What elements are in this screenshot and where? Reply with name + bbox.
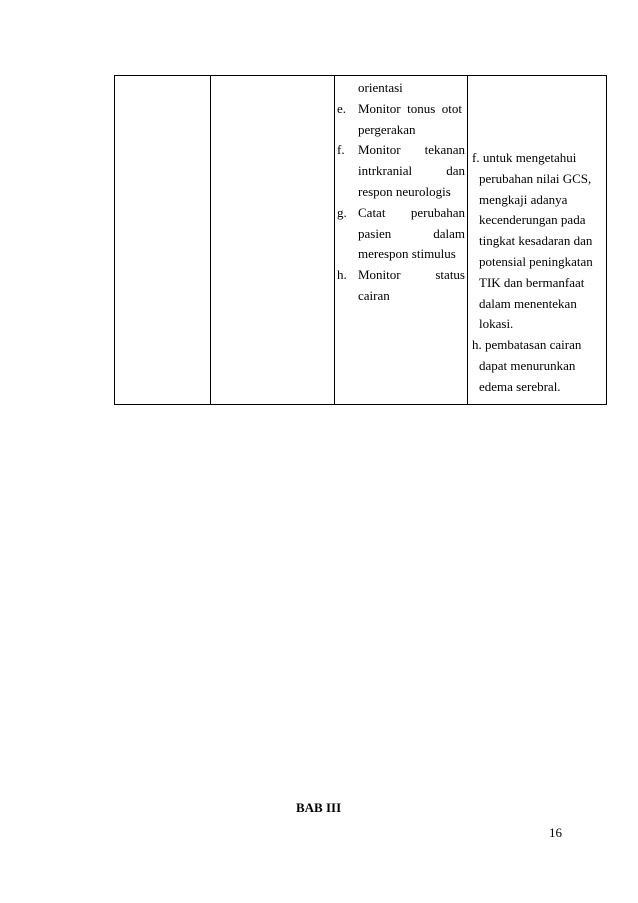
word: Catat [358, 204, 386, 220]
intervention-line [337, 286, 465, 307]
word: Monitor [358, 267, 401, 283]
intervention-text: orientasi [358, 80, 403, 95]
intervention-line [337, 120, 465, 141]
intervention-line [337, 203, 465, 224]
word: perubahan [410, 204, 465, 220]
list-marker: e. [337, 100, 347, 116]
intervention-text: merespon stimulus [358, 246, 456, 262]
word: dan [446, 163, 465, 179]
intervention-line [337, 265, 465, 286]
intervention-text [358, 265, 465, 286]
rationale-line: dapat menurunkan [479, 357, 576, 373]
rationale-line: h. pembatasan cairan [472, 337, 582, 353]
word: pasien [358, 225, 392, 241]
intervention-line [337, 224, 465, 245]
column-divider [210, 76, 211, 404]
column-divider [334, 76, 335, 404]
intervention-text [358, 140, 465, 161]
intervention-text: cairan [358, 287, 390, 303]
rationale-line: kecenderungan pada [479, 212, 586, 228]
list-marker: f. [337, 142, 345, 158]
word: status [435, 267, 465, 283]
nursing-plan-table [114, 75, 607, 405]
word: intrkranial [358, 163, 413, 179]
page-number: 16 [549, 825, 562, 840]
word: tekanan [424, 142, 465, 158]
rationale-line: f. untuk mengetahui [472, 150, 577, 165]
intervention-text: respon neurologis [358, 183, 451, 199]
rationale-line: edema serebral. [479, 378, 561, 394]
intervention-text [358, 224, 465, 245]
intervention-line [337, 161, 465, 182]
rationale-line: tingkat kesadaran dan [479, 233, 593, 249]
rationale-line: perubahan nilai GCS, [479, 170, 592, 186]
column-divider [467, 76, 468, 404]
word: dalam [433, 225, 465, 241]
list-marker: h. [337, 267, 347, 283]
rationale-line: mengkaji adanya [479, 191, 568, 207]
list-marker: g. [337, 204, 347, 220]
rationale-column [472, 148, 606, 398]
chapter-heading: BAB III [296, 800, 342, 815]
intervention-text: Monitor tonus otot [358, 100, 463, 116]
rationale-line: dalam menentekan [479, 295, 577, 311]
rationale-line: potensial peningkatan [479, 253, 593, 269]
intervention-text: pergerakan [358, 121, 416, 137]
intervention-line [337, 99, 465, 120]
intervention-line [337, 244, 465, 265]
intervention-text [358, 203, 465, 224]
word: Monitor [358, 142, 401, 158]
intervention-line [337, 182, 465, 203]
intervention-text [358, 161, 465, 182]
intervention-column [337, 78, 465, 307]
rationale-line: lokasi. [479, 316, 514, 332]
intervention-line [337, 140, 465, 161]
rationale-line: TIK dan bermanfaat [479, 274, 585, 290]
intervention-line [337, 78, 465, 99]
